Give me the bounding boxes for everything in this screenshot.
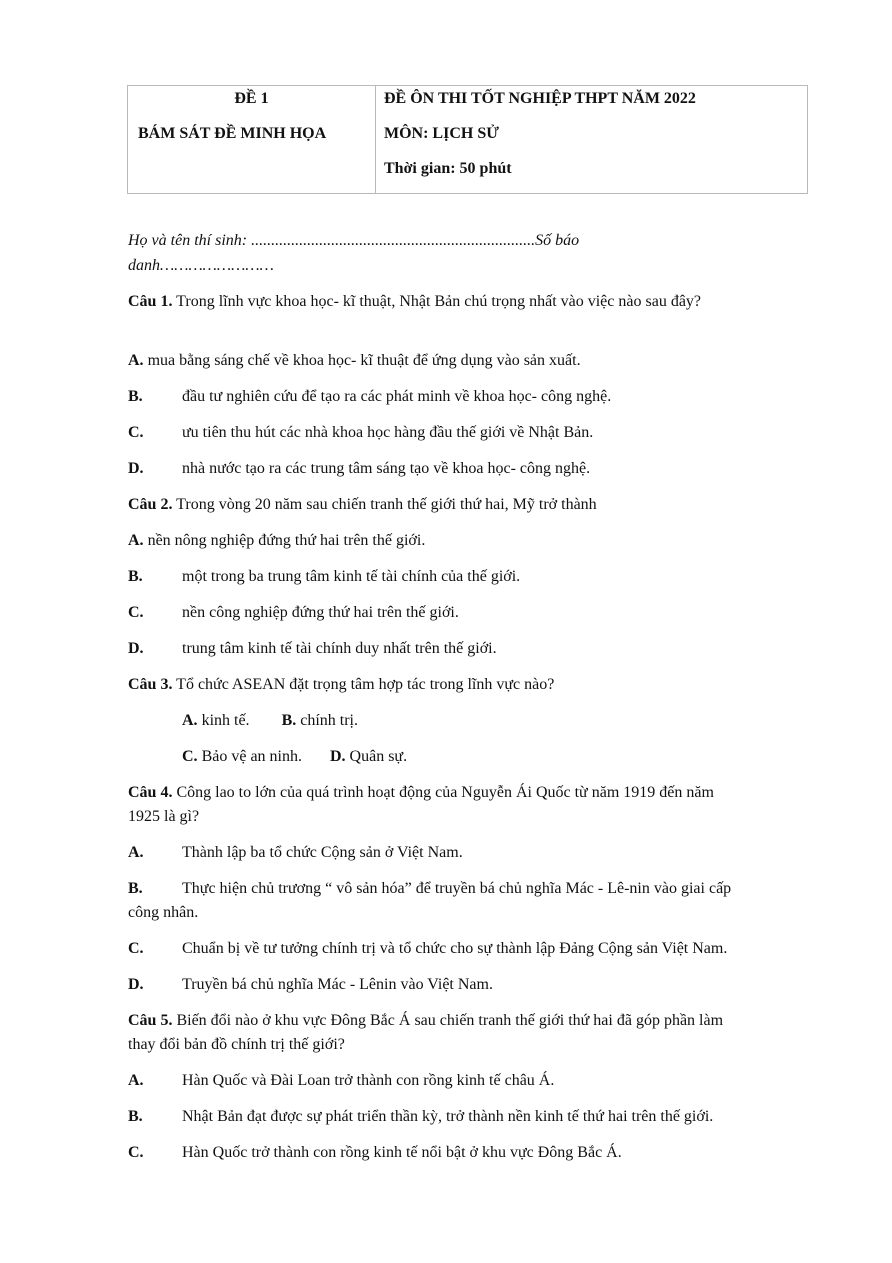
q4-option-b xyxy=(128,878,732,900)
option-text: Nhật Bản đạt được sự phát triển thần kỳ, trở thành nền kinh tế thứ hai trên thế giới. xyxy=(182,1108,714,1125)
option-text: Chuẩn bị về tư tưởng chính trị và tổ chức cho sự thành lập Đảng Cộng sản Việt Nam. xyxy=(182,940,728,957)
question-3 xyxy=(128,674,554,696)
question-text: Trong lĩnh vực khoa học- kĩ thuật, Nhật Bản chú trọng nhất vào việc nào sau đây? xyxy=(172,293,702,310)
option-letter: C. xyxy=(128,604,144,621)
q3-options-row-2 xyxy=(182,746,407,768)
q4-option-a xyxy=(128,842,463,864)
question-text: Tổ chức ASEAN đặt trọng tâm hợp tác trong lĩnh vực nào? xyxy=(172,676,555,693)
option-letter: D. xyxy=(329,748,346,765)
question-4 xyxy=(128,782,714,804)
question-label: Câu 3. xyxy=(128,676,173,693)
option-letter: A. xyxy=(128,352,144,369)
exam-subtitle: BÁM SÁT ĐỀ MINH HỌA xyxy=(138,125,327,142)
q1-option-a xyxy=(128,350,581,372)
option-letter: B. xyxy=(128,880,143,897)
exam-title: ĐỀ ÔN THI TỐT NGHIỆP THPT NĂM 2022 xyxy=(384,90,696,107)
option-text: trung tâm kinh tế tài chính duy nhất trên thế giới. xyxy=(182,640,497,657)
question-5 xyxy=(128,1010,723,1032)
q1-option-d xyxy=(128,458,591,480)
q4-option-b-continued: công nhân. xyxy=(128,904,199,921)
option-text: Thành lập ba tổ chức Cộng sản ở Việt Nam. xyxy=(182,844,463,861)
option-text: nền công nghiệp đứng thứ hai trên thế giới. xyxy=(182,604,459,621)
exam-duration: Thời gian: 50 phút xyxy=(384,160,512,177)
exam-number: ĐỀ 1 xyxy=(234,90,269,107)
option-letter: A. xyxy=(128,532,144,549)
option-text: đầu tư nghiên cứu để tạo ra các phát minh về khoa học- công nghệ. xyxy=(182,388,612,405)
q2-option-d xyxy=(128,638,497,660)
student-name-line: Họ và tên thí sinh: .......................................................................Số báo xyxy=(128,232,580,249)
header-left-cell xyxy=(128,86,376,193)
question-label: Câu 1. xyxy=(128,293,173,310)
option-text: Quân sự. xyxy=(345,748,408,765)
question-4-continued: 1925 là gì? xyxy=(128,808,200,825)
question-1 xyxy=(128,291,701,313)
q5-option-b xyxy=(128,1106,714,1128)
option-text: ưu tiên thu hút các nhà khoa học hàng đầu thế giới về Nhật Bản. xyxy=(182,424,594,441)
option-letter: A. xyxy=(182,712,198,729)
option-letter: B. xyxy=(128,568,143,585)
q4-option-c xyxy=(128,938,728,960)
option-letter: D. xyxy=(128,640,144,657)
q2-option-b xyxy=(128,566,521,588)
question-text: Trong vòng 20 năm sau chiến tranh thế giới thứ hai, Mỹ trở thành xyxy=(172,496,597,513)
q1-option-c xyxy=(128,422,594,444)
option-letter: A. xyxy=(128,844,144,861)
option-text: mua bằng sáng chế về khoa học- kĩ thuật để ứng dụng vào sản xuất. xyxy=(143,352,581,369)
question-label: Câu 5. xyxy=(128,1012,173,1029)
option-letter: C. xyxy=(128,940,144,957)
question-2 xyxy=(128,494,597,516)
option-text: Truyền bá chủ nghĩa Mác - Lênin vào Việt Nam. xyxy=(182,976,493,993)
option-text: Hàn Quốc và Đài Loan trở thành con rồng kinh tế châu Á. xyxy=(182,1072,555,1089)
q2-option-a xyxy=(128,530,425,552)
student-id-line: danh…………………… xyxy=(128,257,274,274)
option-text: nền nông nghiệp đứng thứ hai trên thế giới. xyxy=(143,532,426,549)
option-text: Thực hiện chủ trương “ vô sản hóa” để truyền bá chủ nghĩa Mác - Lê-nin vào giai cấp xyxy=(182,880,732,897)
q3-options-row-1 xyxy=(182,710,358,732)
option-letter: D. xyxy=(128,460,144,477)
question-text: Biến đổi nào ở khu vực Đông Bắc Á sau chiến tranh thế giới thứ hai đã góp phần làm xyxy=(172,1012,724,1029)
q2-option-c xyxy=(128,602,459,624)
option-letter: C. xyxy=(128,1144,144,1161)
q4-option-d xyxy=(128,974,493,996)
option-text: chính trị. xyxy=(296,712,358,729)
option-text: kinh tế. xyxy=(197,712,250,729)
question-5-continued: thay đổi bản đồ chính trị thế giới? xyxy=(128,1036,345,1053)
option-letter: B. xyxy=(128,1108,143,1125)
question-label: Câu 4. xyxy=(128,784,173,801)
option-letter: C. xyxy=(182,748,198,765)
question-text: Công lao to lớn của quá trình hoạt động của Nguyễn Ái Quốc từ năm 1919 đến năm xyxy=(172,784,714,801)
option-letter: D. xyxy=(128,976,144,993)
option-text: một trong ba trung tâm kinh tế tài chính của thế giới. xyxy=(182,568,521,585)
header-table xyxy=(127,85,808,194)
option-letter: C. xyxy=(128,424,144,441)
q5-option-c xyxy=(128,1142,622,1164)
q1-option-b xyxy=(128,386,612,408)
q5-option-a xyxy=(128,1070,555,1092)
question-label: Câu 2. xyxy=(128,496,173,513)
header-right-cell xyxy=(376,86,807,193)
option-text: Hàn Quốc trở thành con rồng kinh tế nổi bật ở khu vực Đông Bắc Á. xyxy=(182,1144,622,1161)
option-letter: B. xyxy=(128,388,143,405)
option-text: Bảo vệ an ninh. xyxy=(197,748,302,765)
exam-subject: MÔN: LỊCH SỬ xyxy=(384,125,499,142)
option-letter: B. xyxy=(281,712,297,729)
option-text: nhà nước tạo ra các trung tâm sáng tạo về khoa học- công nghệ. xyxy=(182,460,591,477)
option-letter: A. xyxy=(128,1072,144,1089)
